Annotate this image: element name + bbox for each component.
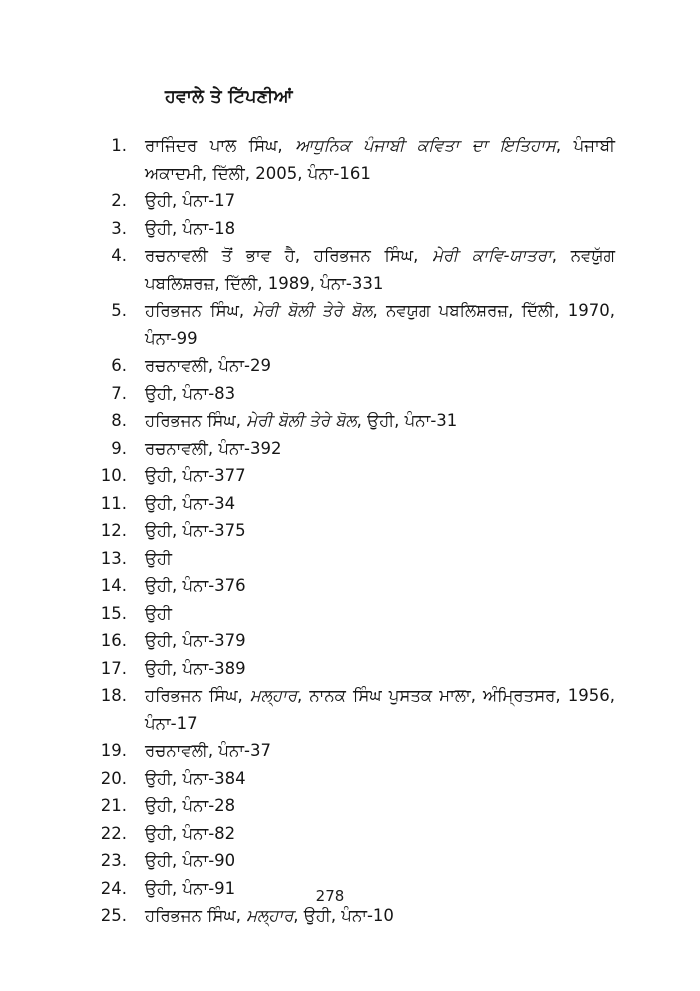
list-item [97, 902, 615, 930]
list-item-number: 15. [100, 603, 127, 623]
citation-text: ਹਰਿਭਜਨ ਸਿੰਘ, [145, 301, 253, 320]
list-item-text [145, 215, 615, 243]
list-item [97, 187, 615, 215]
page-content [97, 86, 615, 930]
list-item [97, 820, 615, 848]
list-item [97, 682, 615, 737]
list-item-text [145, 820, 615, 848]
citation-text: ਉਹੀ, ਪੰਨਾ-17 [145, 191, 236, 210]
citation-text: ਰਚਨਾਵਲੀ ਤੋਂ ਭਾਵ ਹੈ, ਹਰਿਭਜਨ ਸਿੰਘ, [145, 246, 433, 265]
list-item-number: 7. [111, 383, 127, 403]
citation-text: ਉਹੀ, ਪੰਨਾ-375 [145, 521, 246, 540]
list-item-text [145, 407, 615, 435]
list-item-number: 24. [100, 878, 127, 898]
list-item [97, 545, 615, 573]
citation-text: ਉਹੀ, ਪੰਨਾ-34 [145, 493, 236, 513]
citation-text: ਉਹੀ, ਪੰਨਾ-18 [145, 218, 236, 238]
list-item-text [145, 242, 615, 297]
citation-text: , ਨਾਨਕ ਸਿੰਘ ਪੁਸਤਕ ਮਾਲਾ, ਅੰਮ੍ਰਿਤਸਰ, 1956, ਪੰਨਾ-17 [145, 686, 615, 733]
page-number: 278 [315, 887, 345, 905]
list-item-number: 1. [111, 136, 127, 155]
list-item-text [145, 627, 615, 655]
book-title-italic: ਮਲ੍ਹਾਰ [249, 686, 297, 705]
list-item-number: 12. [100, 521, 127, 540]
list-item-text [145, 380, 615, 408]
citation-text: ਹਰਿਭਜਨ ਸਿੰਘ, [145, 906, 247, 925]
list-item-text [145, 545, 615, 573]
citation-text: ਰਾਜਿੰਦਰ ਪਾਲ ਸਿੰਘ, [145, 136, 296, 155]
list-item [97, 380, 615, 408]
list-item-text [145, 737, 615, 765]
list-item-text [145, 847, 615, 875]
list-item-text [145, 572, 615, 600]
citation-text: ਉਹੀ [145, 603, 173, 623]
list-item [97, 462, 615, 490]
list-item-number: 6. [111, 356, 127, 375]
list-item-number: 4. [111, 246, 127, 265]
list-item-number: 11. [100, 493, 127, 513]
list-item-number: 22. [100, 823, 127, 843]
citation-text: ਰਚਨਾਵਲੀ, ਪੰਨਾ-392 [145, 438, 282, 458]
list-item-number: 21. [100, 796, 127, 815]
citation-text: ਉਹੀ, ਪੰਨਾ-90 [145, 851, 236, 870]
book-title-italic: ਮੇਰੀ ਬੋਲੀ ਤੇਰੇ ਬੋਲ [246, 411, 357, 430]
list-item-text [145, 765, 615, 793]
list-item [97, 352, 615, 380]
page-title: ਹਵਾਲੇ ਤੇ ਟਿੱਪਣੀਆਂ [165, 87, 293, 107]
list-item-text [145, 352, 615, 380]
citation-text: ਉਹੀ, ਪੰਨਾ-376 [145, 576, 246, 595]
list-item-text [145, 517, 615, 545]
list-item-text [145, 132, 615, 187]
citation-text: , ਉਹੀ, ਪੰਨਾ-10 [293, 906, 394, 925]
list-item-text [145, 682, 615, 737]
references-list [97, 132, 615, 930]
list-item-number: 19. [100, 741, 127, 760]
list-item [97, 132, 615, 187]
list-item-text [145, 187, 615, 215]
citation-text: ਹਰਿਭਜਨ ਸਿੰਘ, [145, 686, 250, 705]
list-item [97, 435, 615, 463]
citation-text: , ਪੰਜਾਬੀ ਅਕਾਦਮੀ, ਦਿੱਲੀ, 2005, ਪੰਨਾ-161 [145, 136, 615, 183]
list-item-number: 16. [100, 631, 127, 650]
citation-text: ਰਚਨਾਵਲੀ, ਪੰਨਾ-37 [145, 741, 271, 760]
list-item [97, 765, 615, 793]
list-item-number: 13. [100, 548, 127, 568]
list-item-number: 23. [100, 851, 127, 870]
list-item-text [145, 462, 615, 490]
citation-text: ਹਰਿਭਜਨ ਸਿੰਘ, [145, 411, 247, 430]
book-title-italic: ਮੇਰੀ ਬੋਲੀ ਤੇਰੇ ਬੋਲ [252, 301, 373, 320]
citation-text: ਉਹੀ, ਪੰਨਾ-384 [145, 768, 246, 788]
list-item [97, 627, 615, 655]
citation-text: , ਉਹੀ, ਪੰਨਾ-31 [356, 411, 458, 430]
list-item [97, 215, 615, 243]
citation-text: , ਨਵਯੁਗ ਪਬਲਿਸ਼ਰਜ਼, ਦਿੱਲੀ, 1970, ਪੰਨਾ-99 [145, 301, 615, 348]
citation-text: ਰਚਨਾਵਲੀ, ਪੰਨਾ-29 [145, 356, 271, 375]
list-item [97, 655, 615, 683]
list-item [97, 407, 615, 435]
list-item-number: 9. [111, 438, 127, 458]
citation-text: ਉਹੀ, ਪੰਨਾ-377 [145, 466, 246, 485]
list-item [97, 297, 615, 352]
list-item-number: 3. [111, 218, 127, 238]
list-item-text [145, 792, 615, 820]
citation-text: ਉਹੀ [145, 548, 173, 568]
citation-text: ਉਹੀ, ਪੰਨਾ-28 [145, 796, 236, 815]
citation-text: ਉਹੀ, ਪੰਨਾ-91 [145, 878, 236, 898]
book-title-italic: ਆਧੁਨਿਕ ਪੰਜਾਬੀ ਕਵਿਤਾ ਦਾ ਇਤਿਹਾਸ [295, 136, 556, 155]
book-title-italic: ਮਲ੍ਹਾਰ [246, 906, 294, 925]
list-item [97, 242, 615, 297]
citation-text: , ਨਵਯੁੱਗ ਪਬਲਿਸ਼ਰਜ਼, ਦਿੱਲੀ, 1989, ਪੰਨਾ-331 [145, 246, 615, 293]
list-item-number: 5. [111, 301, 127, 320]
list-item-number: 20. [100, 768, 127, 788]
list-item-number: 2. [111, 191, 127, 210]
list-item [97, 792, 615, 820]
list-item-text [145, 902, 615, 930]
list-item-text [145, 297, 615, 352]
list-item-text [145, 600, 615, 628]
citation-text: ਉਹੀ, ਪੰਨਾ-389 [145, 658, 246, 678]
citation-text: ਉਹੀ, ਪੰਨਾ-83 [145, 383, 236, 403]
list-item [97, 600, 615, 628]
list-item-number: 10. [100, 466, 127, 485]
list-item-text [145, 490, 615, 518]
list-item-text [145, 655, 615, 683]
list-item [97, 517, 615, 545]
list-item-number: 25. [100, 906, 127, 925]
list-item [97, 572, 615, 600]
list-item [97, 847, 615, 875]
book-title-italic: ਮੇਰੀ ਕਾਵਿ-ਯਾਤਰਾ [432, 246, 552, 265]
list-item-number: 17. [100, 658, 127, 678]
list-item-text [145, 435, 615, 463]
list-item [97, 490, 615, 518]
citation-text: ਉਹੀ, ਪੰਨਾ-82 [145, 823, 236, 843]
list-item [97, 737, 615, 765]
citation-text: ਉਹੀ, ਪੰਨਾ-379 [145, 631, 246, 650]
list-item-number: 14. [100, 576, 127, 595]
list-item-number: 18. [100, 686, 127, 705]
list-item-number: 8. [111, 411, 127, 430]
